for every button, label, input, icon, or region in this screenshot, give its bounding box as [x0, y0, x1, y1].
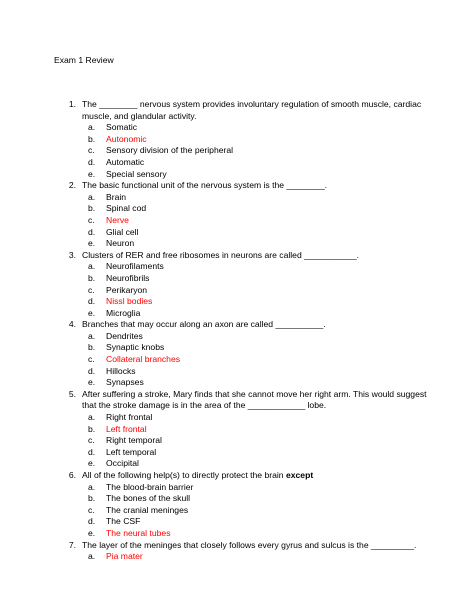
- correct-answer-text: Pia mater: [106, 551, 143, 562]
- question-number: 1.: [68, 99, 76, 109]
- answer-option: [54, 227, 434, 239]
- question-number: 3.: [68, 249, 76, 260]
- question-item: [54, 389, 434, 412]
- question-number: 5.: [68, 388, 76, 399]
- answer-option: [54, 505, 434, 517]
- option-text: Automatic: [106, 156, 145, 167]
- option-letter: b.: [88, 203, 96, 214]
- option-text: Sensory division of the peripheral: [106, 145, 234, 156]
- question-text: [82, 470, 434, 482]
- answer-option: [54, 145, 434, 157]
- answer-option: [54, 447, 434, 459]
- answer-option: [54, 493, 434, 505]
- question-number: 6.: [68, 470, 76, 480]
- option-letter: e.: [88, 527, 96, 538]
- question-item: [54, 470, 434, 482]
- option-letter: a.: [88, 481, 96, 492]
- option-letter: a.: [88, 412, 96, 423]
- answer-option: [54, 273, 434, 285]
- answer-option: [54, 424, 434, 436]
- option-text: Brain: [106, 191, 127, 202]
- option-letter: e.: [88, 307, 96, 318]
- option-letter: d.: [88, 365, 96, 376]
- answer-option: [54, 435, 434, 447]
- answer-option: [54, 238, 434, 250]
- correct-answer-text: The neural tubes: [106, 527, 171, 538]
- option-text: Synaptic knobs: [106, 342, 165, 353]
- question-item: [54, 99, 434, 122]
- question-item: [54, 180, 434, 192]
- option-letter: a.: [88, 261, 96, 272]
- answer-option: [54, 354, 434, 366]
- document-title: Exam 1 Review: [54, 55, 114, 65]
- option-letter: c.: [88, 504, 95, 515]
- option-text: Right temporal: [106, 435, 162, 446]
- question-text-main: The layer of the meninges that closely follows every gyrus and sulcus is the _________.: [82, 539, 417, 550]
- answer-option: [54, 215, 434, 227]
- answer-option: [54, 412, 434, 424]
- question-text-main: Branches that may occur along an axon are called __________.: [82, 319, 326, 330]
- option-text: The CSF: [106, 516, 141, 527]
- answer-option: [54, 203, 434, 215]
- correct-answer-text: Collateral branches: [106, 354, 181, 365]
- question-text: [82, 389, 434, 412]
- answer-option: [54, 528, 434, 540]
- question-item: [54, 250, 434, 262]
- correct-answer-text: Left frontal: [106, 423, 147, 434]
- option-letter: b.: [88, 272, 96, 283]
- answer-option: [54, 366, 434, 378]
- option-letter: c.: [88, 284, 95, 295]
- option-letter: e.: [88, 458, 96, 469]
- option-text: Microglia: [106, 307, 141, 318]
- option-letter: d.: [88, 156, 96, 167]
- answer-option: [54, 551, 434, 563]
- option-letter: e.: [88, 238, 96, 249]
- option-text: Perikaryon: [106, 284, 148, 295]
- question-item: [54, 540, 434, 552]
- option-text: Neurofibrils: [106, 272, 150, 283]
- option-text: Dendrites: [106, 330, 143, 341]
- question-text-main: The basic functional unit of the nervous system is the ________.: [82, 180, 328, 191]
- option-letter: e.: [88, 377, 96, 388]
- answer-option: [54, 458, 434, 470]
- option-letter: c.: [88, 354, 95, 365]
- answer-option: [54, 157, 434, 169]
- question-text: [82, 540, 434, 552]
- answer-option: [54, 377, 434, 389]
- question-text: [82, 99, 434, 122]
- option-letter: a.: [88, 191, 96, 202]
- option-text: Hillocks: [106, 365, 136, 376]
- option-text: The bones of the skull: [106, 493, 191, 504]
- option-text: Neuron: [106, 238, 135, 249]
- option-text: The cranial meninges: [106, 504, 189, 515]
- option-letter: a.: [88, 122, 96, 133]
- option-letter: b.: [88, 133, 96, 144]
- option-letter: c.: [88, 214, 95, 225]
- option-letter: b.: [88, 423, 96, 434]
- option-letter: d.: [88, 446, 96, 457]
- option-text: Right frontal: [106, 412, 153, 423]
- correct-answer-text: Autonomic: [106, 133, 147, 144]
- option-text: Occipital: [106, 458, 139, 469]
- answer-option: [54, 482, 434, 494]
- answer-option: [54, 516, 434, 528]
- question-text-main: All of the following help(s) to directly protect the brain: [82, 470, 284, 480]
- option-letter: c.: [88, 145, 95, 156]
- question-text-main: After suffering a stroke, Mary finds that she cannot move her right arm. This would suggest that the stroke damage is in the area of the ____________ lobe.: [82, 388, 427, 411]
- question-number: 2.: [68, 180, 76, 191]
- answer-option: [54, 308, 434, 320]
- answer-option: [54, 134, 434, 146]
- option-text: The blood-brain barrier: [106, 481, 194, 492]
- correct-answer-text: Nissl bodies: [106, 296, 153, 307]
- option-text: Synapses: [106, 377, 144, 388]
- answer-option: [54, 122, 434, 134]
- answer-option: [54, 261, 434, 273]
- answer-option: [54, 296, 434, 308]
- question-text: [82, 250, 434, 262]
- option-text: Left temporal: [106, 446, 157, 457]
- question-item: [54, 319, 434, 331]
- option-letter: d.: [88, 516, 96, 527]
- answer-option: [54, 192, 434, 204]
- option-letter: a.: [88, 551, 96, 562]
- answer-option: [54, 331, 434, 343]
- option-letter: b.: [88, 493, 96, 504]
- option-text: Special sensory: [106, 168, 167, 179]
- option-letter: a.: [88, 330, 96, 341]
- question-text-main: Clusters of RER and free ribosomes in neurons are called ___________.: [82, 249, 360, 260]
- option-letter: d.: [88, 296, 96, 307]
- option-text: Glial cell: [106, 226, 139, 237]
- answer-option: [54, 342, 434, 354]
- option-text: Neurofilaments: [106, 261, 164, 272]
- question-number: 7.: [68, 539, 76, 550]
- option-text: Somatic: [106, 122, 138, 133]
- answer-option: [54, 285, 434, 297]
- question-emphasis: except: [285, 470, 314, 480]
- question-text: [82, 319, 434, 331]
- question-text: [82, 180, 434, 192]
- option-letter: e.: [88, 168, 96, 179]
- question-text-main: The ________ nervous system provides involuntary regulation of smooth muscle, cardiac muscle, and glandular activity.: [82, 99, 422, 121]
- answer-option: [54, 169, 434, 181]
- option-letter: b.: [88, 342, 96, 353]
- option-text: Spinal cod: [106, 203, 147, 214]
- question-list: [54, 99, 434, 563]
- option-letter: c.: [88, 435, 95, 446]
- correct-answer-text: Nerve: [106, 214, 129, 225]
- question-number: 4.: [68, 319, 76, 330]
- option-letter: d.: [88, 226, 96, 237]
